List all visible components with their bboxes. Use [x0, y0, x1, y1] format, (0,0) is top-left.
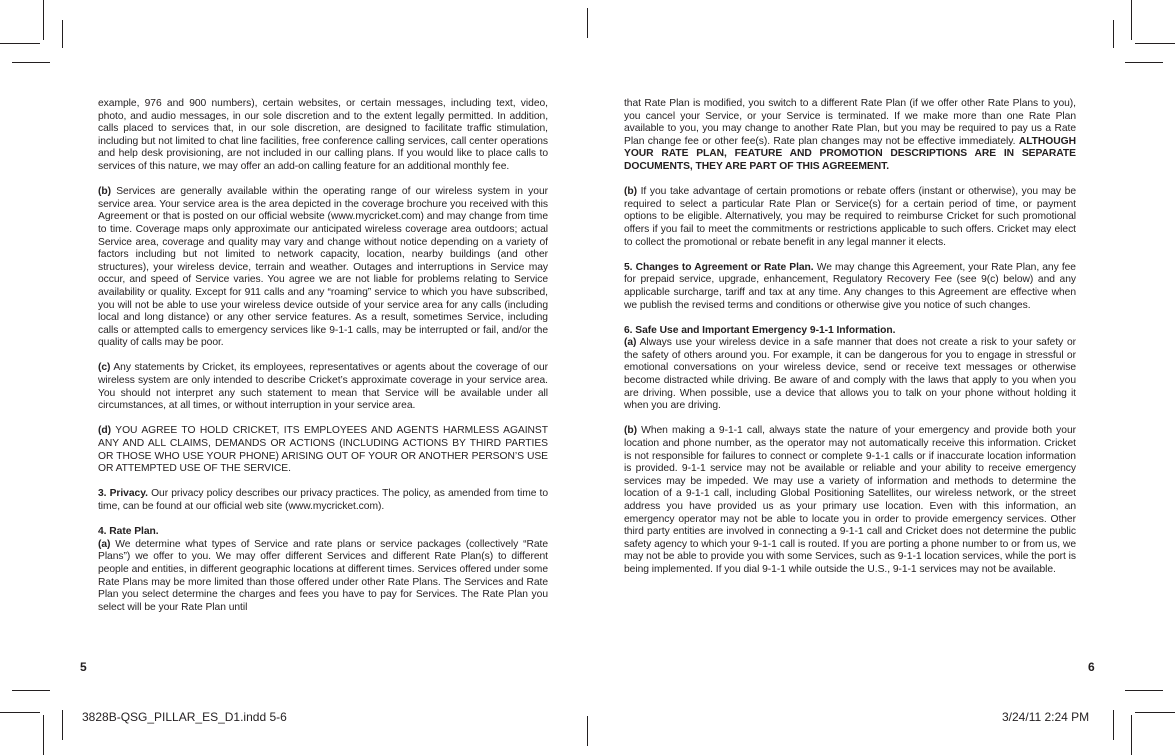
slug-filename: 3828B-QSG_PILLAR_ES_D1.indd 5-6 [82, 710, 287, 724]
crop-mark [43, 0, 44, 40]
left-paragraph-4: (d) YOU AGREE TO HOLD CRICKET, ITS EMPLOYEES AND AGENTS HARMLESS AGAINST ANY AND ALL CLAIMS, DEMANDS OR ACTIONS (INCLUDING ACTIONS BY THIRD PARTIES OR THOSE WHO USE YOUR PHONE) ARISING OUT OF YOUR OR ANOTHER PERSON’S USE OR ATTEMPTED USE OF THE SERVICE. [98, 425, 548, 475]
right-paragraph-2: (b) If you take advantage of certain promotions or rebate offers (instant or otherwise), you may be required to select a particular Rate Plan or Service(s) for a certain period of time, or payment options to be eligible. Alternatively, you may be required to reimburse Cricket for such promotional offers if you fail to meet the commitments or restrictions applicable to such offers. Cricket may elect to collect the promotional or rebate benefit in any legal manner it elects. [624, 186, 1076, 248]
crop-mark [1125, 62, 1163, 63]
slug-timestamp: 3/24/11 2:24 PM [1002, 710, 1090, 724]
right-paragraph-1: that Rate Plan is modified, you switch to a different Rate Plan (if we offer other Rate Plans to you), you cancel your Service, or your Service is terminated. If we make more than one Rate Plan available to you, you may change to another Rate Plan, but you may be required to pay us a Rate Plan change fee or other fee(s). Rate plan changes may not be effective immediately. ALTHOUGH YOUR RATE PLAN, FEATURE AND PROMOTION DESCRIPTIONS ARE IN SEPARATE DOCUMENTS, THEY ARE PART OF THIS AGREEMENT. [624, 98, 1076, 172]
left-page-column [98, 98, 548, 627]
safe-use-paragraph-b: (b) When making a 9-1-1 call, always state the nature of your emergency and provide both your location and phone number, as the operator may not automatically receive this information. Cricket is not responsible for failures to connect or complete 9-1-1 calls or if inaccurate location information is provided. 9-1-1 service may not be available or reliable and your ability to receive emergency services may be impeded. We may use a variety of information and methods to determine the location of a 9-1-1 call, including Global Positioning Satellites, our wireless network, or the street address you have provided us as your primary use location. Even with this information, an emergency operator may not be able to locate you in order to provide emergency services. Other third party entities are involved in connecting a 9-1-1 call and Cricket does not determine the public safety agency to which your 9-1-1 call is routed. If you are porting a phone number to or from us, we may not be able to provide you with some Services, such as 9-1-1 location services, while the port is being implemented. If you dial 9-1-1 while outside the U.S., 9-1-1 services may not be available. [624, 425, 1076, 575]
page-number-right: 6 [1088, 660, 1095, 674]
crop-mark [0, 712, 40, 713]
rate-plan-heading: 4. Rate Plan. [98, 526, 159, 538]
left-paragraph-1: example, 976 and 900 numbers), certain websites, or certain messages, including text, video, photo, and audio messages, in our sole discretion and to the extent legally permitted. In addition, calls placed to services that, in our sole discretion, are designed to facilitate traffic stimulation, including but not limited to chat line facilities, free conference calling services, call center operations and help desk provisioning, are not included in our calling plans. If you would like to place calls to services of this nature, we may offer an add-on calling feature for an additional monthly fee. [98, 98, 548, 172]
crop-mark [587, 716, 588, 746]
crop-mark [1113, 20, 1114, 48]
safe-use-heading: 6. Safe Use and Important Emergency 9-1-1 Information. [624, 324, 896, 336]
rate-plan-paragraph: (a) We determine what types of Service and rate plans or service packages (collectively “Rate Plans”) we offer to you. We may offer different Services and different Rate Plan(s) to different people and entities, in different geographic locations at different times. Services offered under some Rate Plans may be more limited than those offered under other Rate Plans. The Services and Rate Plan you select determine the charges and fees you have to pay for Services. The Rate Plan you select will be your Rate Plan until [98, 538, 548, 613]
crop-mark [43, 715, 44, 755]
safe-use-paragraph-a: (a) Always use your wireless device in a safe manner that does not create a risk to your safety or the safety of others around you. For example, it can be dangerous for you to engage in stressful or emotional conversations on your wireless device, send or receive text messages or otherwise become distracted while driving. Be aware of and comply with the laws that apply to you when you are driving. When possible, use a device that allows you to talk on your phone without holding it when you are driving. [624, 337, 1076, 412]
right-page-column [624, 98, 1076, 589]
privacy-paragraph: 3. Privacy. Our privacy policy describes our privacy practices. The policy, as amended from time to time, can be found at our official web site (www.mycricket.com). [98, 488, 549, 512]
page-number-left: 5 [80, 660, 87, 674]
crop-mark [62, 20, 63, 48]
crop-mark [12, 690, 50, 691]
crop-mark [62, 710, 63, 740]
crop-mark [12, 62, 50, 63]
changes-paragraph: 5. Changes to Agreement or Rate Plan. We may change this Agreement, your Rate Plan, any fee for prepaid service, upgrade, enhancement, Regulatory Recovery Fee (see 9(c) below) and any applicable surcharge, tariff and tax at any time. Any changes to this Agreement are effective when we publish the revised terms and conditions or otherwise give you notice of such changes. [624, 261, 1076, 311]
left-paragraph-3: (c) Any statements by Cricket, its employees, representatives or agents about the coverage of our wireless system are only intended to describe Cricket’s approximate coverage in your service area. You should not interpret any such statement to mean that Service will be available under all circumstances, at all times, or without interruption in your service area. [98, 362, 548, 412]
crop-mark [1135, 43, 1175, 44]
crop-mark [0, 43, 40, 44]
crop-mark [1131, 715, 1132, 755]
crop-mark [1135, 712, 1175, 713]
crop-mark [1113, 710, 1114, 740]
crop-mark [1125, 690, 1163, 691]
crop-mark [1131, 0, 1132, 40]
crop-mark [587, 8, 588, 38]
left-paragraph-2: (b) Services are generally available within the operating range of our wireless system in your service area. Your service area is the area depicted in the coverage brochure you received with this Agreement or that is posted on our official website (www.mycricket.com) and may change from time to time. Coverage maps only approximate our anticipated wireless coverage area outdoors; actual Service area, coverage and quality may vary and change without notice depending on a variety of factors including but not limited to network capacity, location, nearby buildings (and other structures), your wireless device, terrain and weather. Outages and interruptions in Service may occur, and speed of Service varies. You agree we are not liable for problems relating to Service availability or quality. Except for 911 calls and any “roaming” service to which you have subscribed, you will not be able to use your wireless device outside of your service area for any calls (including local and long distance) or any other service features. As a result, sometimes Service, including calls or attempted calls to emergency services like 9-1-1 calls, may be interrupted or fail, and/or the quality of calls may be poor. [98, 186, 548, 349]
